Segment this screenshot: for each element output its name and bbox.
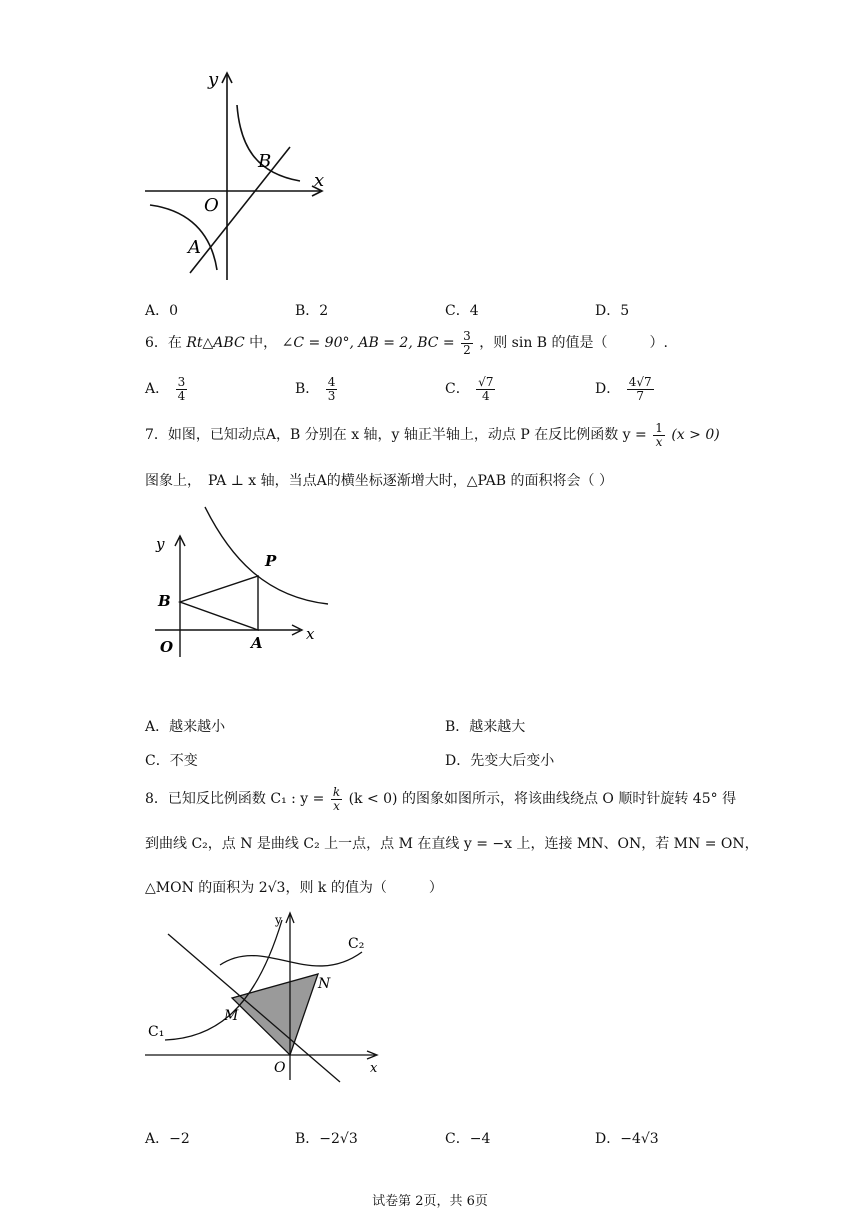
- q7-option-a[interactable]: A．越来越小: [145, 719, 226, 735]
- q6-option-c[interactable]: [445, 376, 497, 402]
- q6-option-b-letter: B．: [295, 381, 320, 398]
- q5-option-a[interactable]: A．0: [145, 303, 179, 319]
- q5-option-c[interactable]: C．4: [445, 303, 479, 319]
- q6-option-c-letter: C．: [445, 381, 470, 398]
- q8-line2: 到曲线 C₂，点 N 是曲线 C₂ 上一点，点 M 在直线 y = −x 上，连接 MN、ON，若 MN = ON，: [145, 836, 759, 852]
- q7-label-b: B: [158, 592, 171, 610]
- q5-label-y: y: [208, 69, 219, 90]
- q5-option-d[interactable]: D．5: [595, 303, 630, 319]
- q8-line1a: 8．已知反比例函数 C₁ : y =: [145, 791, 325, 808]
- q8-curve-c2: [220, 952, 362, 966]
- q6-ask: ，则 sin B 的值是（ ）.: [479, 335, 668, 352]
- q8-label-c1: C₁: [148, 1024, 165, 1040]
- q6-option-a-num: 3: [177, 375, 186, 389]
- q6-option-a-den: 4: [177, 388, 186, 403]
- q6-option-d-letter: D．: [595, 381, 621, 398]
- q5-option-b[interactable]: B．2: [295, 303, 329, 319]
- q6-bc-fraction: [461, 330, 473, 356]
- q7-figure: [150, 502, 350, 662]
- q8-line3: △MON 的面积为 2√3，则 k 的值为（ ）: [145, 880, 443, 896]
- q6-question: [145, 330, 668, 356]
- q7-option-d[interactable]: D．先变大后变小: [445, 753, 555, 769]
- q8-label-n: N: [318, 976, 331, 992]
- q7-question-line1: [145, 422, 720, 448]
- q8-fn-numerator: k: [332, 785, 341, 799]
- q6-option-b-den: 3: [327, 388, 336, 403]
- q8-figure: [140, 910, 390, 1085]
- q7-option-c[interactable]: C．不变: [145, 753, 198, 769]
- q8-fn-fraction: [331, 786, 342, 812]
- q5-label-o: O: [204, 195, 219, 216]
- q6-option-b[interactable]: [295, 376, 339, 402]
- q7-label-a: A: [251, 634, 263, 652]
- q8-label-o: O: [274, 1060, 286, 1076]
- q7-label-x: x: [306, 625, 315, 643]
- q6-option-a[interactable]: [145, 376, 189, 402]
- q7-fn-condition: (x > 0): [671, 427, 720, 444]
- q6-bc-numerator: 3: [463, 329, 471, 343]
- q6-condition: ∠C = 90°, AB = 2, BC =: [281, 335, 455, 352]
- q7-option-b[interactable]: B．越来越大: [445, 719, 526, 735]
- q7-triangle-pab: [180, 576, 258, 630]
- q7-line1: 7．如图，已知动点A，B 分别在 x 轴，y 轴正半轴上，动点 P 在反比例函数 y =: [145, 427, 647, 444]
- q5-figure: [140, 65, 340, 285]
- q8-line1b: (k < 0) 的图象如图所示，将该曲线绕点 O 顺时针旋转 45° 得: [348, 791, 737, 808]
- q6-number: 6．在: [145, 335, 182, 352]
- q8-option-a[interactable]: A．−2: [145, 1131, 190, 1147]
- q8-option-b[interactable]: B．−2√3: [295, 1131, 358, 1147]
- q7-line2: 图象上， PA ⊥ x 轴，当点A的横坐标逐渐增大时，△PAB 的面积将会（ ）: [145, 473, 613, 489]
- q8-option-d[interactable]: D．−4√3: [595, 1131, 659, 1147]
- q5-label-a: A: [188, 237, 201, 258]
- q6-mid: 中，: [249, 335, 278, 352]
- q7-label-o: O: [160, 638, 174, 656]
- q8-triangle-mon: [232, 974, 318, 1055]
- q7-fn-numerator: 1: [655, 421, 663, 435]
- q6-option-d-den: 7: [636, 388, 644, 403]
- q6-bc-denominator: 2: [463, 342, 471, 357]
- q8-label-x: x: [370, 1061, 378, 1076]
- q6-triangle: Rt△ABC: [186, 335, 245, 352]
- q5-label-x: x: [314, 170, 325, 191]
- q8-label-y: y: [275, 913, 282, 927]
- page-footer: 试卷第 2页，共 6页: [372, 1194, 488, 1209]
- q6-option-b-num: 4: [327, 375, 336, 389]
- q8-label-m: M: [224, 1008, 239, 1024]
- q6-option-c-num: √7: [478, 375, 494, 389]
- q7-fn-denominator: x: [655, 434, 663, 449]
- q8-fn-denominator: x: [333, 798, 340, 813]
- q8-option-c[interactable]: C．−4: [445, 1131, 491, 1147]
- q7-label-p: P: [265, 552, 277, 570]
- q8-label-c2: C₂: [348, 936, 365, 952]
- q7-label-y: y: [156, 535, 165, 553]
- q7-fn-fraction: [653, 422, 665, 448]
- q6-option-d-num: 4√7: [628, 375, 652, 389]
- q8-question-line1: [145, 786, 736, 812]
- q5-label-b: B: [258, 151, 272, 172]
- q6-option-d[interactable]: [595, 376, 656, 402]
- q6-option-c-den: 4: [481, 388, 490, 403]
- q6-option-a-letter: A．: [145, 381, 170, 398]
